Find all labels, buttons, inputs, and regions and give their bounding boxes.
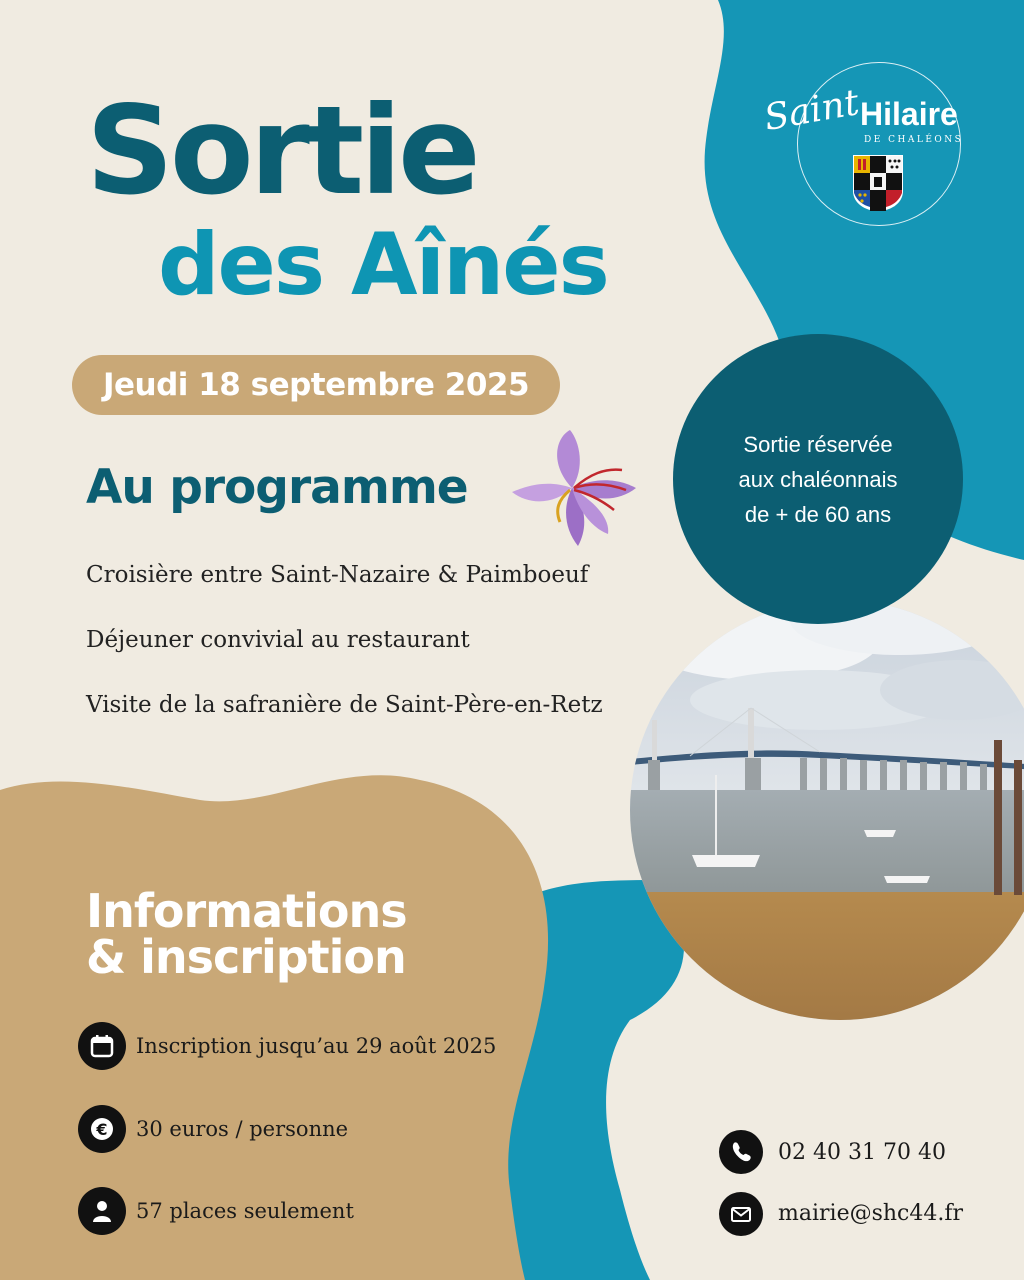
coat-of-arms-icon <box>853 155 903 211</box>
title-line-2: des Aînés <box>158 215 608 315</box>
phone-icon <box>719 1130 763 1174</box>
email-address[interactable]: mairie@shc44.fr <box>778 1201 964 1226</box>
programme-item-lunch: Déjeuner convivial au restaurant <box>86 627 470 653</box>
date-pill <box>72 355 560 415</box>
phone-number[interactable]: 02 40 31 70 40 <box>778 1140 946 1165</box>
person-icon <box>78 1187 126 1235</box>
saffron-flower-icon <box>510 430 638 548</box>
info-heading <box>86 884 407 984</box>
eligibility-badge <box>673 334 963 624</box>
programme-item-visit: Visite de la safranière de Saint-Père-en-Retz <box>86 692 603 718</box>
badge-line-1: Sortie réservée <box>743 431 893 457</box>
info-heading-line-2: & inscription <box>86 930 406 984</box>
logo-chaleons-text: DE CHALÉONS <box>864 135 964 145</box>
places-text: 57 places seulement <box>136 1199 354 1223</box>
logo-hilaire-text: Hilaire <box>860 96 958 132</box>
svg-text:€: € <box>96 1120 108 1139</box>
logo-saint-text: Saint <box>761 82 863 139</box>
mail-icon <box>719 1192 763 1236</box>
programme-heading: Au programme <box>86 460 468 515</box>
euro-icon <box>78 1105 126 1153</box>
badge-line-2: aux chaléonnais <box>738 466 898 492</box>
programme-item-cruise: Croisière entre Saint-Nazaire & Paimboeuf <box>86 562 589 588</box>
info-heading-line-1: Informations <box>86 884 407 938</box>
event-date: Jeudi 18 septembre 2025 <box>102 367 530 403</box>
price-text: 30 euros / personne <box>136 1117 349 1141</box>
badge-line-3: de + de 60 ans <box>744 501 892 527</box>
registration-deadline: Inscription jusqu’au 29 août 2025 <box>136 1034 497 1058</box>
title-line-1: Sortie <box>86 80 477 222</box>
calendar-icon <box>78 1022 126 1070</box>
